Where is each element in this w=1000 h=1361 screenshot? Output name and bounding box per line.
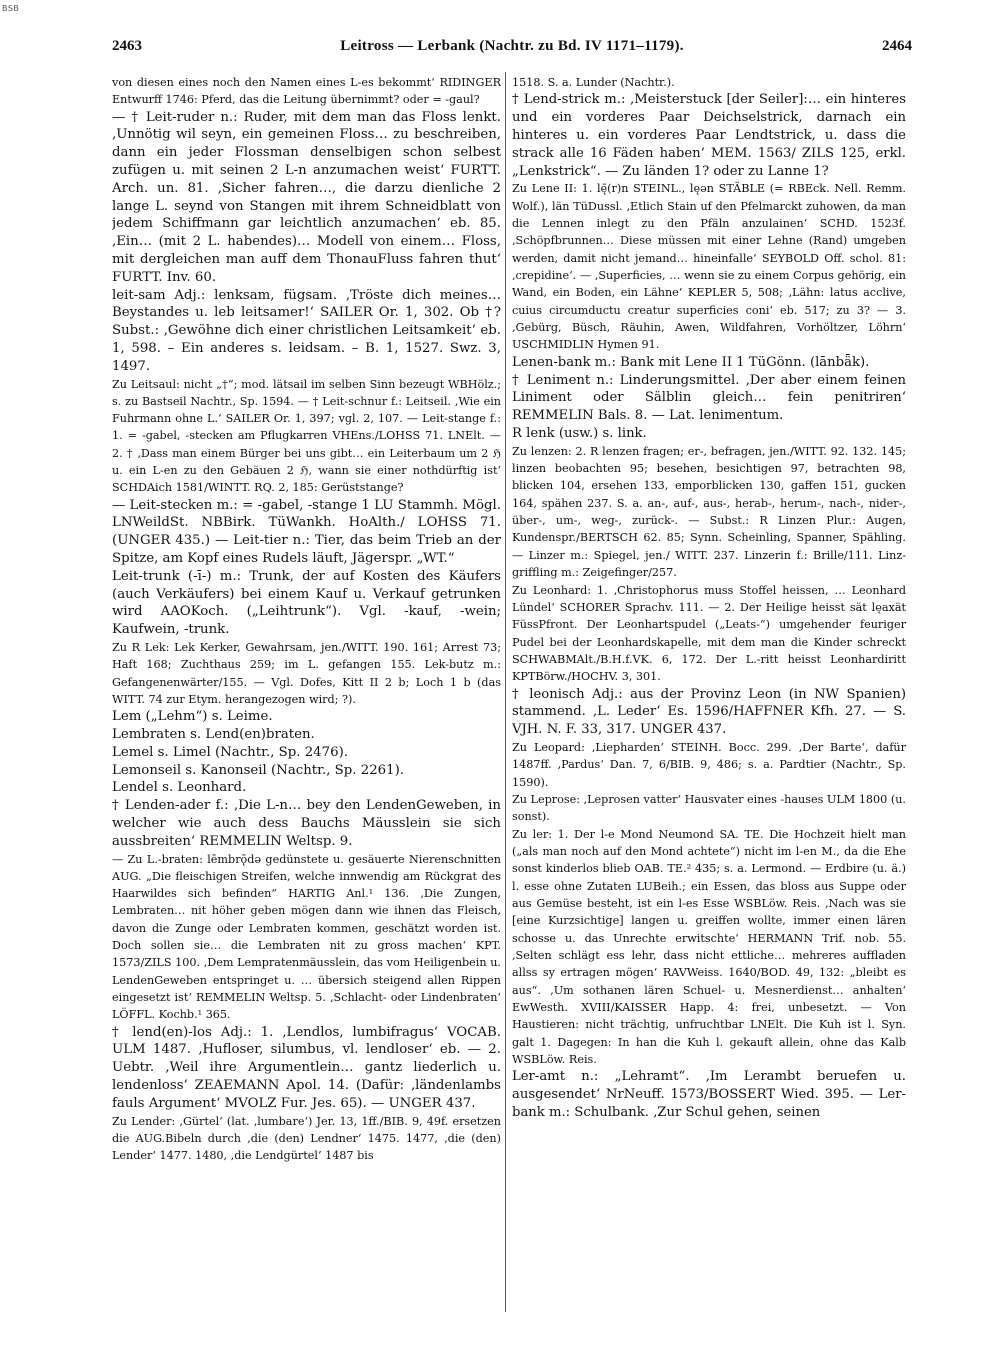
dictionary-entry: Lemel s. Limel (Nachtr., Sp. 2476).	[112, 744, 348, 760]
dictionary-entry: Zu ler: 1. Der l-e Mond Neumond SA. TE. Die Hochzeit hielt man („als man noch auf den Mond achtete“) nicht im l-en M., da die Ehe sonst kinderlos blieb OAB. TE.² 435; s. a. Lermond. — Erdbire (u. ä.) l. esse ohne Zutaten LUBeih.; ein Essen, das bloss aus Suppe oder aus Gemüse besteht, ist ein l-es Esse WSBLöw. Reis. ‚Nach was sie [eine Kurzsichtige] langen u. greiffen wollte, immer einen lären schosse u. das Unrechte erwitschte‘ HERMANN Trif. nob. 55. ‚Selten schlägt ess lehr, dass nicht ettliche… mehreres auffladen allss sy ertragen mögen‘ RAVWeiss. 1640/BOD. 49, 132: „bleibt es aus“. ‚Um sothanen lären Schuel- u. Mesnerdienst… anhalten‘ EwWesth. XVIII/KAISSER Happ. 4: frei, unbesetzt. — Von Haustieren: nicht trächtig, unfruchtbar LNElt. Die Kuh ist l. Syn. galt 1. Dagegen: In han die Kuh l. gekauft allein, ohne das Kalb WSBLöw. Reis.	[512, 827, 906, 1067]
dictionary-entry: Zu Leprose: ‚Leprosen vatter‘ Hausvater eines -hauses ULM 1800 (u. sonst).	[512, 792, 906, 824]
dictionary-entry: 1518. S. a. Lunder (Nachtr.).	[512, 76, 675, 89]
dictionary-entry: Lemonseil s. Kanonseil (Nachtr., Sp. 2261).	[112, 762, 405, 778]
dictionary-entry: von diesen eines noch den Namen eines L-es bekommt‘ RIDINGER Entwurff 1746: Pferd, das die Leitung übernimmt? oder = -gaul?	[112, 76, 501, 107]
dictionary-entry: † Lenden-ader f.: ‚Die L-n… bey den LendenGeweben, in welcher wie auch dess Bauchs Mäusslein sie sich aussbreiten‘ REMMELIN Weltsp. 9.	[112, 798, 501, 849]
dictionary-entry: Zu Lender: ‚Gürtel‘ (lat. ‚lumbare‘) Jer. 13, 1ff./BIB. 9, 49f. ersetzen die AUG.Bibeln durch ‚die (den) Lendner‘ 1475. 1477, ‚die (den) Lender‘ 1477. 1480, ‚die Lendgürtel‘ 1487 bis	[112, 1114, 501, 1163]
dictionary-entry: Zu lenzen: 2. R lenzen fragen; er-, befragen, jen./WITT. 92. 132. 145; linzen beobachten 95; besehen, besichtigen 97, betrachten 98, blicken 104, ersehen 133, emporblicken 130, gaffen 151, gucken 164, spähen 237. S. a. an-, auf-, aus-, herab-, herum-, nach-, nider-, über-, um-, weg-, zurück-. — Subst.: R Linzen Plur.: Augen, Kundenspr./BERTSCH 62. 85; Synn. Scheinling, Spanner, Spähling. — Linzer m.: Spiegel, jen./ WITT. 237. Linzerin f.: Brille/111. Linz-griffling m.: Zeigefinger/257.	[512, 444, 906, 580]
page-number-left: 2463	[112, 38, 142, 54]
right-column	[512, 74, 906, 1336]
page-header	[112, 38, 912, 60]
dictionary-entry: Lendel s. Leonhard.	[112, 780, 247, 796]
dictionary-entry: Zu Leonhard: 1. ‚Christophorus muss Stoffel heissen, … Leonhard Lündel‘ SCHORER Sprachv. 111. — 2. Der Heilige heisst sät lęaxät FüssPfront. Der Leonhartspudel („Leats-“) umgehender feuriger Pudel bei der Leonhardskapelle, mit dem man die Kinder schreckt SCHWABMAlt./B.H.f.VK. 6, 172. Der L.-ritt heisst Leonhardiritt KPTBörw./HOCHV. 3, 301.	[512, 583, 906, 684]
dictionary-entry: — Leit-stecken m.: = -gabel, -stange 1 LU Stammh. Mögl. LNWeildSt. NBBirk. TüWankh. HoAlth./ LOHSS 71. (UNGER 435.) — Leit-tier n.: Tier, das beim Trieb an der Spitze, am Kopf eines Rudels läuft, Jägerspr. „WT.“	[112, 497, 501, 567]
dictionary-entry: — † Leit-ruder n.: Ruder, mit dem man das Floss lenkt. ‚Unnötig wil seyn, ein gemeinen Floss… zu beschreiben, dann ein jeder Flossman denselbigen schon selbest zufügen u. mit seinen 2 L-n anzumachen weist‘ FURTT. Arch. un. 81. ‚Sicher fahren…, die darzu dienliche 2 lange L. seynd von Stangen mit ihrem Schneidblatt von jedem Schiffmann gar leichtlich anzumachen‘ eb. 85. ‚Ein… (mit 2 L. habendes)… Modell von einem… Floss, mit dergleichen man auff dem ThonauFluss fahren thut‘ FURTT. Inv. 60.	[112, 109, 501, 285]
dictionary-entry: Lem („Lehm“) s. Leime.	[112, 709, 273, 725]
dictionary-entry: Zu Leitsaul: nicht „†“; mod. lätsail im selben Sinn bezeugt WBHölz.; s. zu Bastseil Nachtr., Sp. 1594. — † Leit-schnur f.: Leitseil. ‚Wie ein Fuhrmann ohne L.‘ SAILER Or. 1, 397; vgl. 2, 107. — Leit-stange f.: 1. = -gabel, -stecken am Pflugkarren VHEns./LOHSS 71. LNElt. — 2. † ‚Dass man einem Bürger bei uns gibt… ein Leiterbaum um 2 ℌ u. ein L-en zu den Gebäuen 2 ℌ, wann sie einer nothdürftig ist‘ SCHDAich 1581/WINTT. RQ. 2, 185: Gerüststange?	[112, 377, 501, 495]
column-divider	[505, 72, 506, 1312]
dictionary-entry: — Zu L.-braten: lēmbrǭdə gedünstete u. gesäuerte Nierenschnitten AUG. „Die fleischigen Streifen, welche innwendig am Rückgrat des Haarwildes sich befinden“ HARTIG Anl.¹ 136. ‚Die Zungen, Lembraten… nit höher geben mögen dann wie ihnen das Fleisch, davon die Zunge oder Lembraten kommen, geschätzt worden ist. Doch sollen sie… die Lembraten nit zu gross machen‘ KPT. 1573/ZILS 100. ‚Dem Lempratenmäusslein, das vom Heiligenbein u. LendenGeweben entspringet u. … übersich steigend allen Rippen eingesetzt ist‘ REMMELIN Weltsp. 5. ‚Schlacht- oder Lindenbraten‘ LÖFFL. Kochb.¹ 365.	[112, 852, 501, 1022]
dictionary-entry: Lenen-bank m.: Bank mit Lene II 1 TüGönn. (lānbǟk).	[512, 354, 870, 370]
dictionary-entry: leit-sam Adj.: lenksam, fügsam. ‚Tröste dich meines… Beystandes u. leb leitsamer!‘ SAILER Or. 1, 302. Ob †? Subst.: ‚Gewöhne dich einer christlichen Leitsamkeit‘ eb. 1, 598. – Ein anderes s. leidsam. – B. 1, 1527. Swz. 3, 1497.	[112, 287, 501, 374]
dictionary-entry: † Leniment n.: Linderungsmittel. ‚Der aber einem feinen Liniment oder Sälblin gleich… fein penitriren‘ REMMELIN Bals. 8. — Lat. lenimentum.	[512, 372, 906, 424]
dictionary-entry: † leonisch Adj.: aus der Provinz Leon (in NW Spanien) stammend. ‚L. Leder‘ Es. 1596/HAFFNER Kfh. 27. — S. VJH. N. F. 33, 317. UNGER 437.	[512, 686, 906, 738]
dictionary-entry: Zu Leopard: ‚Liepharden‘ STEINH. Bocc. 299. ‚Der Barte‘, dafür 1487ff. ‚Pardus‘ Dan. 7, 6/BIB. 9, 486; s. a. Pardtier (Nachtr., Sp. 1590).	[512, 740, 906, 789]
running-title: Leitross — Lerbank (Nachtr. zu Bd. IV 1171–1179).	[340, 38, 684, 54]
page-number-right: 2464	[882, 38, 912, 54]
dictionary-entry: Leit-trunk (-ī-) m.: Trunk, der auf Kosten des Käufers (auch Verkäufers) bei einem Kauf u. Verkauf getrunken wird AAOKoch. („Leihtrunk“). Vgl. -kauf, -wein; Kaufwein, -trunk.	[112, 568, 501, 638]
watermark: BSB	[2, 4, 20, 13]
dictionary-entry: Lembraten s. Lend(en)braten.	[112, 726, 315, 742]
dictionary-entry: † lend(en)-los Adj.: 1. ‚Lendlos, lumbifragus‘ VOCAB. ULM 1487. ‚Hufloser, silumbus, vl. lendloser‘ eb. — 2. Uebtr. ‚Weil ihre Argumentlein… gantz liederlich u. lendenloss‘ ZEAEMANN Apol. 14. (Dafür: ‚ländenlambs fauls Argument‘ MVOLZ Fur. Jes. 65). — UNGER 437.	[112, 1024, 501, 1111]
dictionary-entry: Zu Lene II: 1. lę̄(r)n STEINL., lęən STÄBLE (= RBEck. Nell. Remm. Wolf.), län TüDussl. ‚Etlich Stain uf den Pfelmarckt zuhowen, da man die Lennen inlegt zu den Pfäln anzulainen‘ SCHD. 1523f. ‚Schöpfbrunnen… Diese müssen mit einer Lehne (Rand) umgeben werden, damit nicht jemand… hineinfalle‘ SEYBOLD Off. schol. 81: ‚crepidine‘. — ‚Superficies, … wenn sie zu einem Corpus gehörig, ein Wand, ein Boden, ein Lähne‘ KEPLER 5, 508; ‚Lähn: latus acclive, cuius circumductu creatur superficies coni‘ eb. 517; zu 3? — 3. ‚Gebürg, Büsch, Räuhin, Awen, Wildfahren, Vorhöltzer, Löhrn‘ USCHMIDLIN Hymen 91.	[512, 182, 906, 352]
dictionary-entry: R lenk (usw.) s. link.	[512, 425, 647, 441]
dictionary-entry: Ler-amt n.: „Lehramt“. ‚Im Lerambt beruefen u. ausgesendet‘ NrNeuff. 1573/BOSSERT Wied. 395. — Ler-bank m.: Schulbank. ‚Zur Schul gehen, seinen	[512, 1069, 906, 1121]
dictionary-entry: Zu R Lek: Lek Kerker, Gewahrsam, jen./WITT. 190. 161; Arrest 73; Haft 168; Zuchthaus 259; im L. gefangen 155. Lek-butz m.: Gefangenenwärter/155. — Vgl. Dofes, Kitt II 2 b; Loch 1 b (das WITT. 74 zur Etym. herangezogen wird; ?).	[112, 641, 501, 706]
left-column	[112, 74, 501, 1336]
dictionary-entry: † Lend-strick m.: ‚Meisterstuck [der Seiler]:… ein hinteres und ein vorderes Paar Deichselstrick, darnach ein hinteres u. ein vorderes Paar Lendtstrick, u. dass die strack alle 16 Fäden haben‘ MEM. 1563/ ZILS 125, erkl. „Lenkstrick“. — Zu länden 1? oder zu Lanne 1?	[512, 92, 906, 179]
